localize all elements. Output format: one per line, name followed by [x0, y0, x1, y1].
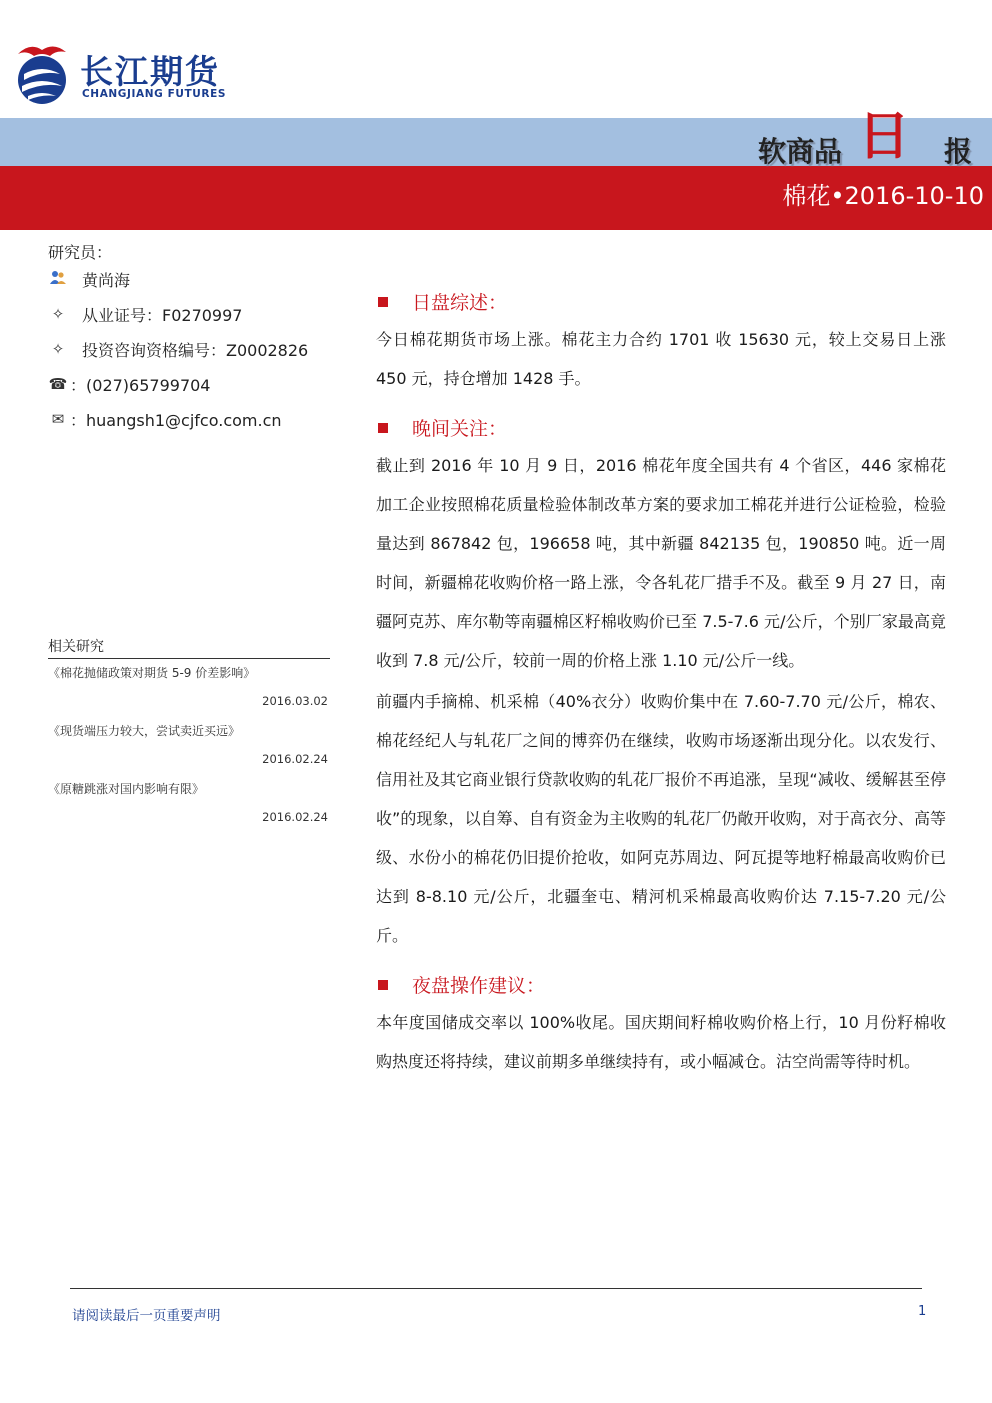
section-paragraph: 前疆内手摘棉、机采棉（40%衣分）收购价集中在 7.60-7.70 元/公斤，棉农、棉花经纪人与轧花厂之间的博弈仍在继续，收购市场逐渐出现分化。以农发行、信用社及其它商业银行贷款收购的轧花厂报价不再追涨，呈现“减收、缓解甚至停收”的现象，以自筹、自有资金为主收购的轧花厂仍敞开收购，对于高衣分、高等级、水份小的棉花仍旧提价抢收，如阿克苏周边、阿瓦提等地籽棉最高收购价已达到 8-8.10 元/公斤，北疆奎屯、精河机采棉最高收购价达 7.15-7.20 元/公斤。 [376, 692, 946, 945]
related-research-title: 相关研究 [48, 636, 330, 659]
report-day-character: 日 [857, 107, 910, 167]
person-icon [48, 270, 68, 290]
researcher-name-row [48, 268, 330, 303]
section-title: 夜盘操作建议： [412, 975, 546, 997]
license-row [48, 303, 330, 338]
report-character: 报 [943, 135, 972, 168]
related-item-title[interactable]: 《棉花抛储政策对期货 5-9 价差影响》 [48, 666, 256, 680]
list-item [48, 661, 330, 717]
related-research [48, 636, 330, 833]
report-body [376, 286, 946, 1083]
advisory-license-number: 投资咨询资格编号：Z0002826 [82, 341, 309, 360]
list-item [48, 777, 330, 833]
envelope-icon: ✉ [51, 410, 65, 428]
section-heading-evening-focus [376, 414, 946, 446]
square-bullet-icon [378, 980, 388, 990]
report-title: 棉花•2016-10-10 [782, 182, 984, 210]
sparkle-icon: ✧ [51, 340, 65, 358]
related-item-title[interactable]: 《原糖跳涨对国内影响有限》 [48, 782, 205, 796]
section-heading-night-advice [376, 971, 946, 1003]
sparkle-icon: ✧ [51, 305, 65, 323]
email-row [48, 408, 330, 443]
logo-name-en: CHANGJIANG FUTURES [82, 88, 227, 100]
email-address[interactable]: ：huangsh1@cjfco.com.cn [70, 411, 282, 430]
related-item-date: 2016.02.24 [262, 810, 328, 824]
report-type-heading [672, 108, 972, 168]
square-bullet-icon [378, 297, 388, 307]
phone-number: ：(027)65799704 [70, 376, 211, 395]
phone-row [48, 373, 330, 408]
section-title: 晚间关注： [412, 418, 508, 440]
related-item-title[interactable]: 《现货端压力较大，尝试卖近买远》 [48, 724, 241, 738]
section-title: 日盘综述： [412, 292, 508, 314]
company-logo [12, 40, 252, 106]
researcher-name: 黄尚海 [82, 271, 131, 290]
list-item [48, 719, 330, 775]
footer-disclaimer-note: 请阅读最后一页重要声明 [72, 1308, 221, 1324]
related-item-date: 2016.03.02 [262, 694, 328, 708]
footer-divider [70, 1288, 922, 1289]
section-paragraph: 本年度国储成交率以 100%收尾。国庆期间籽棉收购价格上行，10 月份籽棉收购热度还将持续，建议前期多单继续持有，或小幅减仓。沽空尚需等待时机。 [376, 1013, 946, 1071]
related-item-date: 2016.02.24 [262, 752, 328, 766]
logo-name-cn: 长江期货 [80, 52, 220, 91]
square-bullet-icon [378, 423, 388, 433]
section-heading-day-summary [376, 288, 946, 320]
page-number: 1 [918, 1304, 927, 1319]
logo-emblem-icon [12, 40, 72, 106]
researcher-label: 研究员： [48, 243, 113, 262]
section-paragraph: 截止到 2016 年 10 月 9 日，2016 棉花年度全国共有 4 个省区，446 家棉花加工企业按照棉花质量检验体制改革方案的要求加工棉花并进行公证检验，检验量达到 867842 包，196658 吨，其中新疆 842135 包，190850 吨。近一周时间，新疆棉花收购价格一路上涨，令各轧花厂措手不及。截至 9 月 27 日，南疆阿克苏、库尔勒等南疆棉区籽棉收购价已至 7.5-7.6 元/公斤，个别厂家最高竟收到 7.8 元/公斤，较前一周的价格上涨 1.10 元/公斤一线。 [376, 456, 946, 670]
license-number: 从业证号：F0270997 [82, 306, 243, 325]
report-category: 软商品 [757, 135, 842, 168]
researcher-panel [48, 240, 330, 443]
section-paragraph: 今日棉花期货市场上涨。棉花主力合约 1701 收 15630 元，较上交易日上涨 450 元，持仓增加 1428 手。 [376, 330, 946, 388]
phone-icon: ☎ [48, 375, 68, 393]
advisory-license-row [48, 338, 330, 373]
